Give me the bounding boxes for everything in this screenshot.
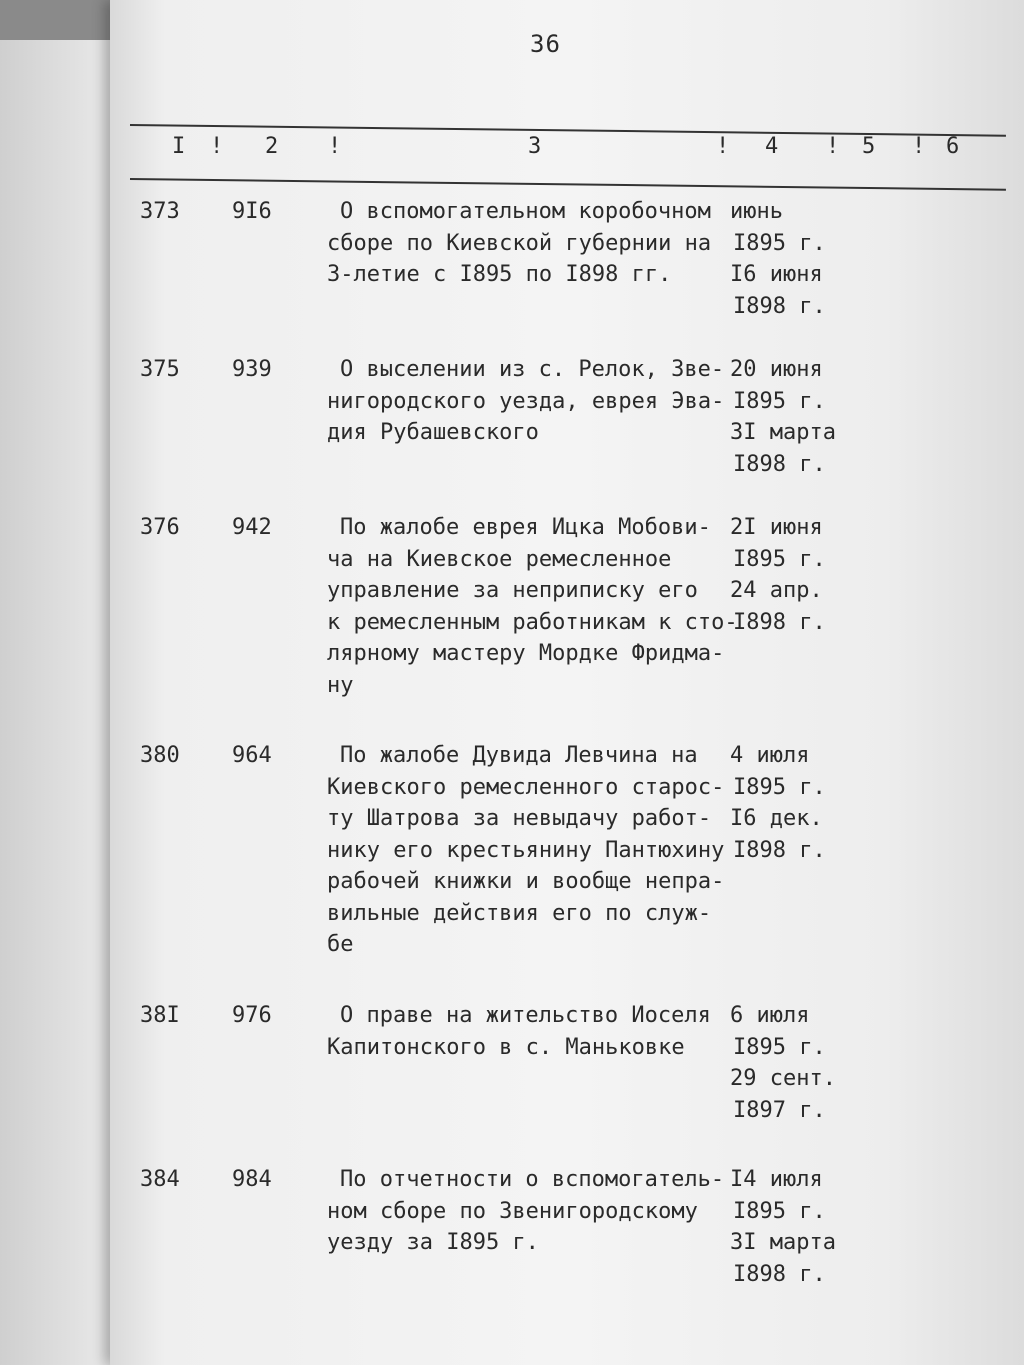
title-line: управление за неприписку его <box>327 578 698 603</box>
date-line: I895 г. <box>733 230 826 256</box>
header-separator: ! <box>716 134 730 159</box>
header-separator: ! <box>210 134 224 159</box>
header-col-1: I <box>172 134 186 159</box>
date-line: I898 г. <box>733 293 826 319</box>
row-number: 384 <box>140 1167 180 1192</box>
date-line: I895 г. <box>733 774 826 800</box>
file-number: 984 <box>232 1167 272 1192</box>
header-separator: ! <box>912 134 926 159</box>
title-line: По жалобе Дувида Левчина на <box>340 743 698 768</box>
title-line: 3-летие с I895 по I898 гг. <box>327 262 672 287</box>
date-line: I898 г. <box>733 451 826 477</box>
title-line: уезду за I895 г. <box>327 1230 539 1255</box>
header-col-2: 2 <box>265 134 279 159</box>
title-line: ча на Киевское ремесленное <box>327 546 672 572</box>
title-line: О выселении из с. Релок, Зве- <box>340 357 725 382</box>
file-number: 976 <box>232 1003 272 1028</box>
date-line: 4 июля <box>730 743 810 768</box>
title-line: О вспомогательном коробочном <box>340 199 711 224</box>
title-line: дия Рубашевского <box>327 420 539 445</box>
date-line: I6 дек. <box>730 806 823 831</box>
date-line: июнь <box>730 199 783 224</box>
date-line: I895 г. <box>733 1034 826 1060</box>
title-line: ном сборе по Звенигородскому <box>327 1198 698 1224</box>
header-col-4: 4 <box>765 134 779 159</box>
title-line: вильные действия его по служ- <box>327 900 712 926</box>
row-number: 373 <box>140 199 180 224</box>
date-line: I6 июня <box>730 262 823 287</box>
title-line: ту Шатрова за невыдачу работ- <box>327 806 712 831</box>
date-line: 3I марта <box>730 420 836 445</box>
date-line: I4 июля <box>730 1167 823 1192</box>
file-number: 942 <box>232 515 272 540</box>
header-col-6: 6 <box>946 134 960 159</box>
file-number: 939 <box>232 357 272 382</box>
title-line: По отчетности о вспомогатель- <box>340 1167 725 1192</box>
title-line: По жалобе еврея Ицка Мобови- <box>340 515 711 540</box>
title-line: нику его крестьянину Пантюхину <box>327 837 725 863</box>
title-line: лярному мастеру Мордке Фридма- <box>327 641 725 666</box>
date-line: 20 июня <box>730 357 823 382</box>
title-line: нигородского уезда, еврея Эва- <box>327 388 725 414</box>
page-number: 36 <box>530 30 561 58</box>
date-line: 3I марта <box>730 1230 836 1255</box>
date-line: 24 апр. <box>730 578 823 603</box>
file-number: 9I6 <box>232 199 272 224</box>
header-col-5: 5 <box>862 134 876 159</box>
row-number: 375 <box>140 357 180 382</box>
date-line: 6 июля <box>730 1003 810 1028</box>
date-line: 2I июня <box>730 515 823 540</box>
title-line: Капитонского в с. Маньковке <box>327 1034 685 1060</box>
title-line: рабочей книжки и вообще непра- <box>327 869 725 894</box>
header-separator: ! <box>328 134 342 159</box>
date-line: I898 г. <box>733 1261 826 1287</box>
title-line: О праве на жительство Иоселя <box>340 1003 711 1028</box>
title-line: ну <box>327 672 354 698</box>
title-line: бе <box>327 932 354 957</box>
date-line: I895 г. <box>733 1198 826 1224</box>
date-line: I898 г. <box>733 837 826 863</box>
file-number: 964 <box>232 743 272 768</box>
header-separator: ! <box>826 134 840 159</box>
date-line: I895 г. <box>733 388 826 414</box>
date-line: I897 г. <box>733 1097 826 1123</box>
row-number: 376 <box>140 515 180 540</box>
title-line: к ремесленным работникам к сто- <box>327 609 738 635</box>
date-line: 29 сент. <box>730 1066 836 1091</box>
row-number: 380 <box>140 743 180 768</box>
title-line: сборе по Киевской губернии на <box>327 230 712 256</box>
header-col-3: 3 <box>528 134 542 159</box>
row-number: 38I <box>140 1003 180 1028</box>
title-line: Киевского ремесленного старос- <box>327 774 725 800</box>
date-line: I895 г. <box>733 546 826 572</box>
date-line: I898 г. <box>733 609 826 635</box>
